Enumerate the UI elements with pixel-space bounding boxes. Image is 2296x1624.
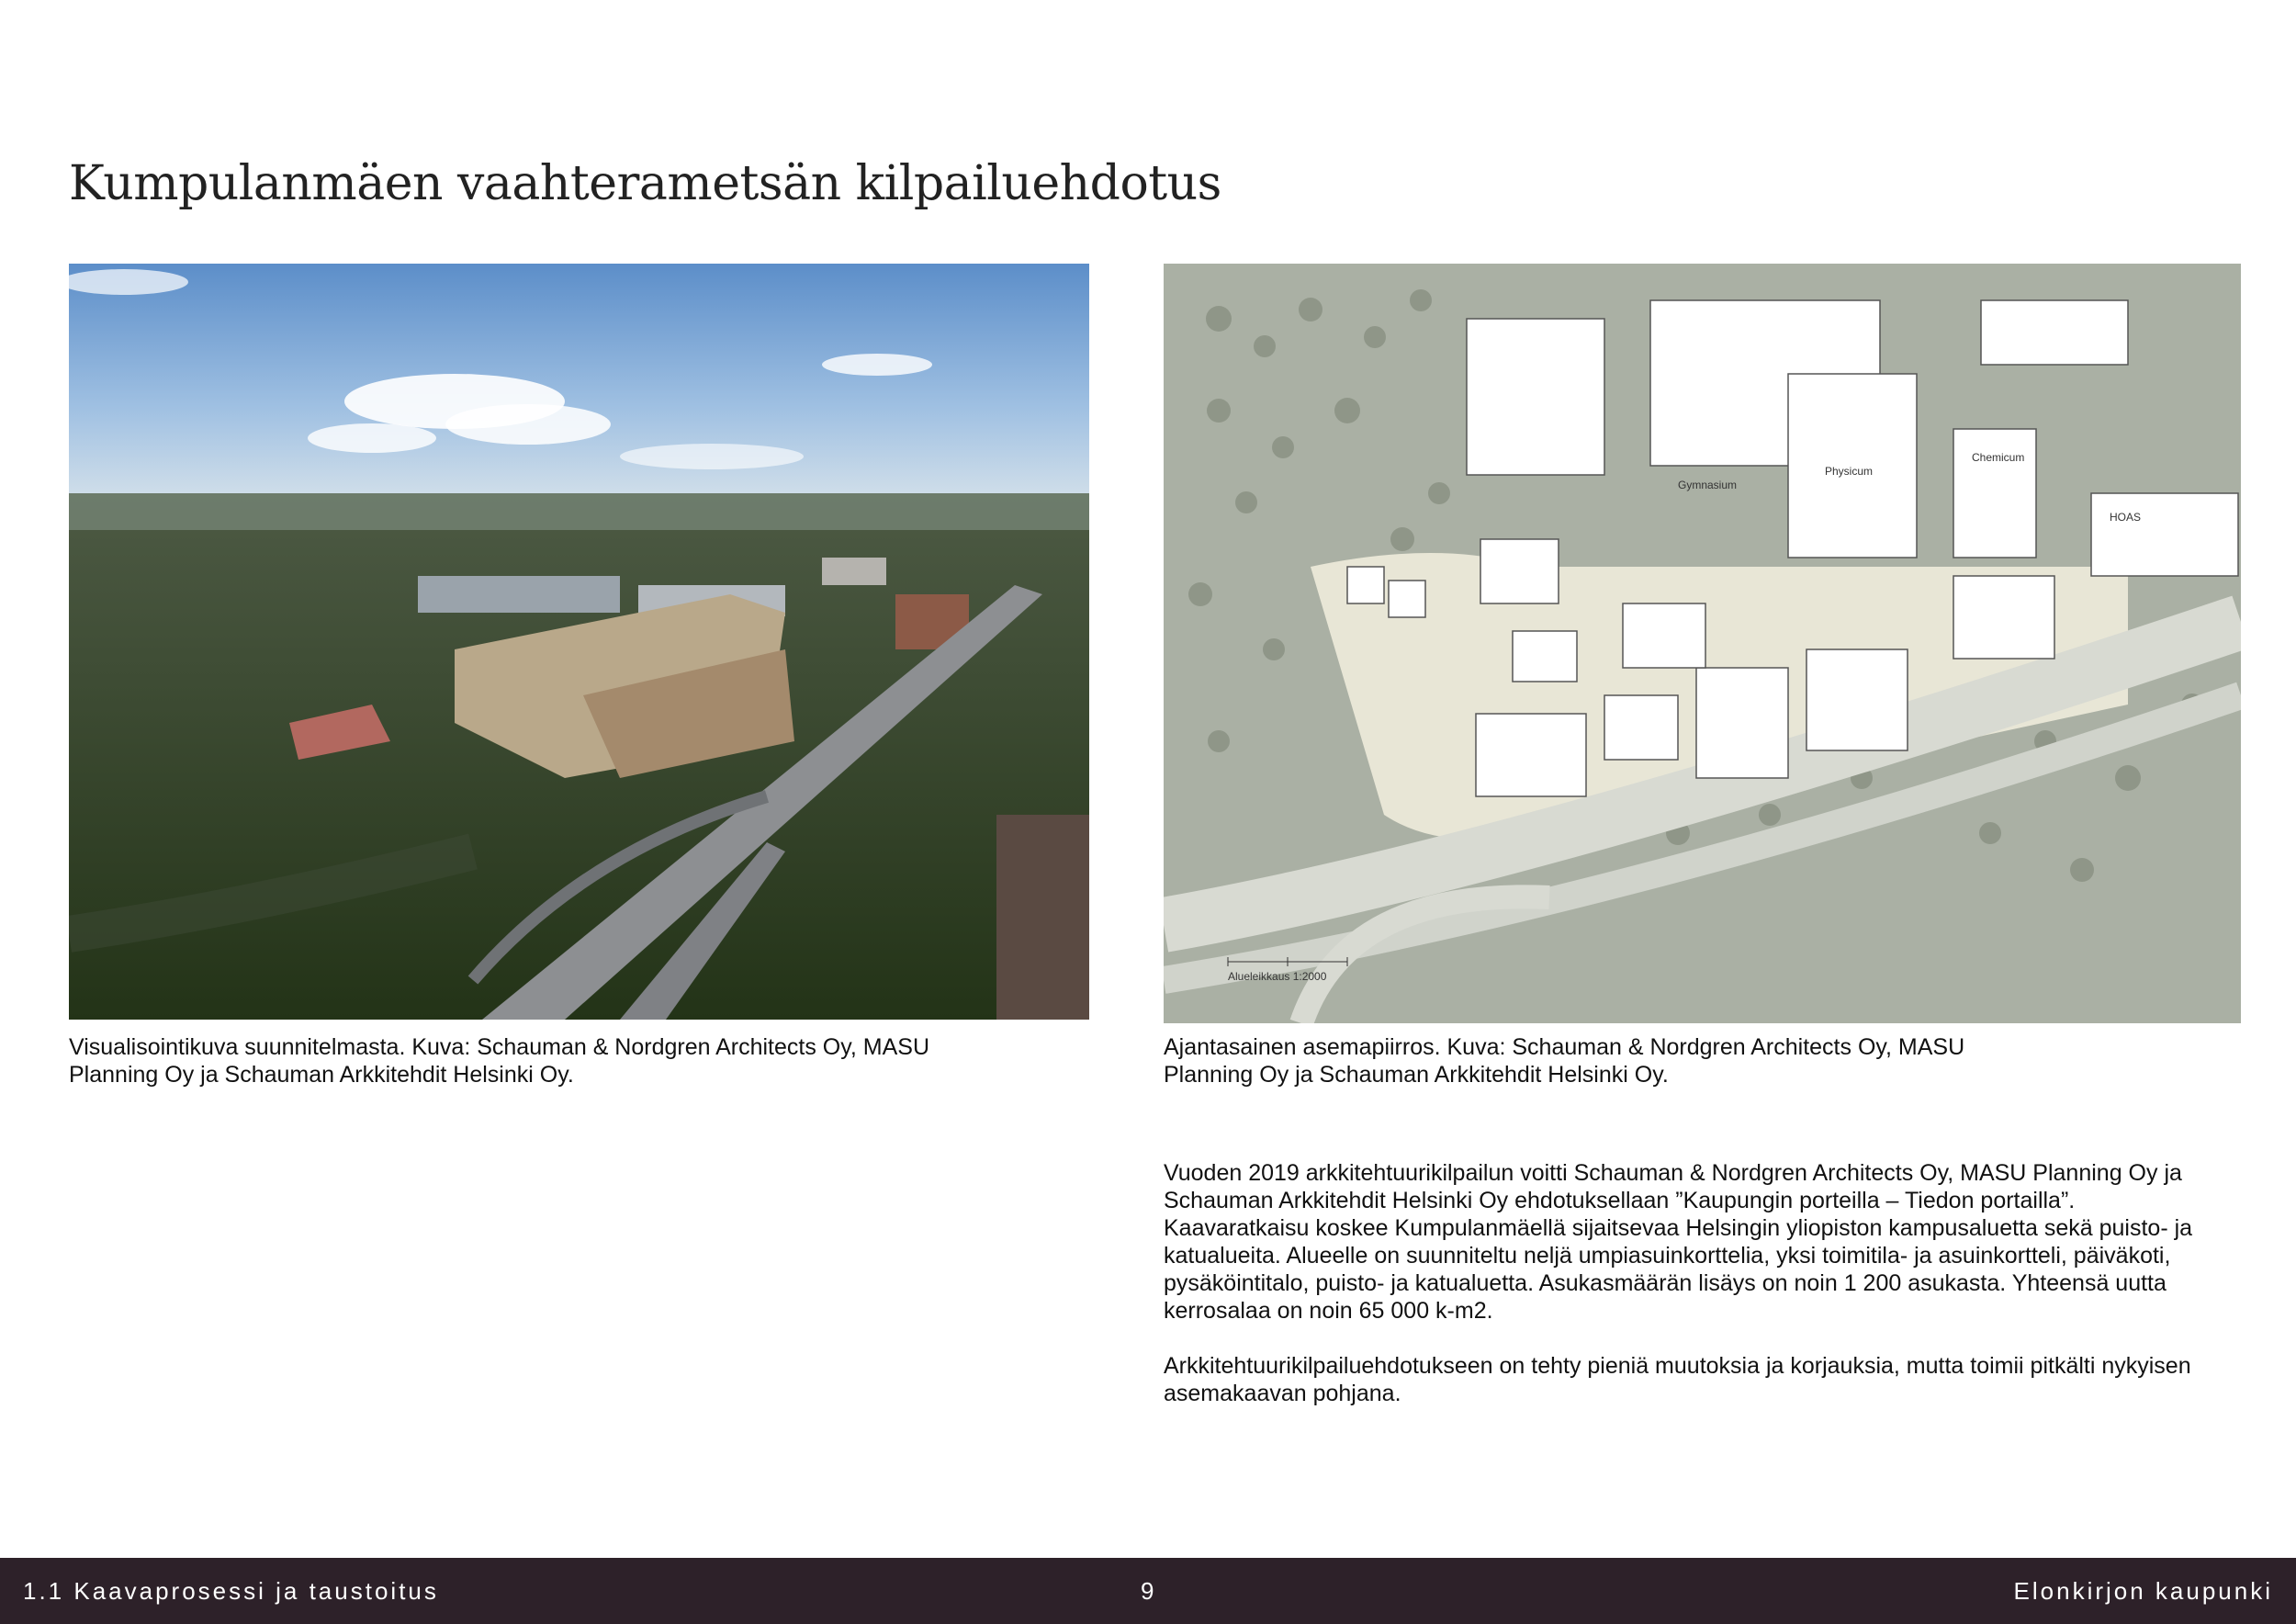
visualisation-image xyxy=(69,264,1089,1020)
map-label-hoas: HOAS xyxy=(2110,511,2142,524)
caption-line: Ajantasainen asemapiirros. Kuva: Schauman & Nordgren Architects Oy, MASU xyxy=(1164,1034,1965,1060)
page-title: Kumpulanmäen vaahterametsän kilpailuehdotus xyxy=(69,156,1221,211)
caption-site-plan xyxy=(1164,1033,2174,1088)
body-text xyxy=(1164,1159,2206,1435)
caption-line: Planning Oy ja Schauman Arkkitehdit Helsinki Oy. xyxy=(69,1062,574,1088)
map-label-scale: Alueleikkaus 1:2000 xyxy=(1228,970,1327,983)
caption-visualisation xyxy=(69,1033,1033,1088)
page-footer xyxy=(0,1558,2296,1624)
body-paragraph-2: Arkkitehtuurikilpailuehdotukseen on tehty pieniä muutoksia ja korjauksia, mutta toimii pitkälti nykyisen asemakaavan pohjana. xyxy=(1164,1353,2191,1406)
map-label-gymnasium: Gymnasium xyxy=(1678,479,1738,491)
map-label-chemicum: Chemicum xyxy=(1972,451,2025,464)
caption-line: Visualisointikuva suunnitelmasta. Kuva: Schauman & Nordgren Architects Oy, MASU xyxy=(69,1034,930,1060)
body-paragraph-1: Vuoden 2019 arkkitehtuurikilpailun voitti Schauman & Nordgren Architects Oy, MASU Planning Oy ja Schauman Arkkitehdit Helsinki Oy ehdotuksellaan ”Kaupungin porteilla – Tiedon portailla”. Kaavaratkaisu koskee Kumpulanmäellä sijaitsevaa Helsingin yliopiston kampusaluetta sekä puisto- ja katualueita. Alueelle on suunniteltu neljä umpiasuinkorttelia, yksi toimitila- ja asuinkortteli, päiväkoti, pysäköintitalo, puisto- ja katualuetta. Asukasmäärän lisäys on noin 1 200 asukasta. Yhteensä uutta kerrosalaa on noin 65 000 k-m2. xyxy=(1164,1160,2193,1324)
footer-page-number: 9 xyxy=(1141,1577,1157,1605)
caption-line: Planning Oy ja Schauman Arkkitehdit Helsinki Oy. xyxy=(1164,1062,1669,1088)
site-plan-image xyxy=(1164,264,2241,1023)
footer-section: 1.1 Kaavaprosessi ja taustoitus xyxy=(23,1577,439,1605)
map-label-physicum: Physicum xyxy=(1825,465,1874,478)
footer-publication: Elonkirjon kaupunki xyxy=(2013,1577,2273,1605)
